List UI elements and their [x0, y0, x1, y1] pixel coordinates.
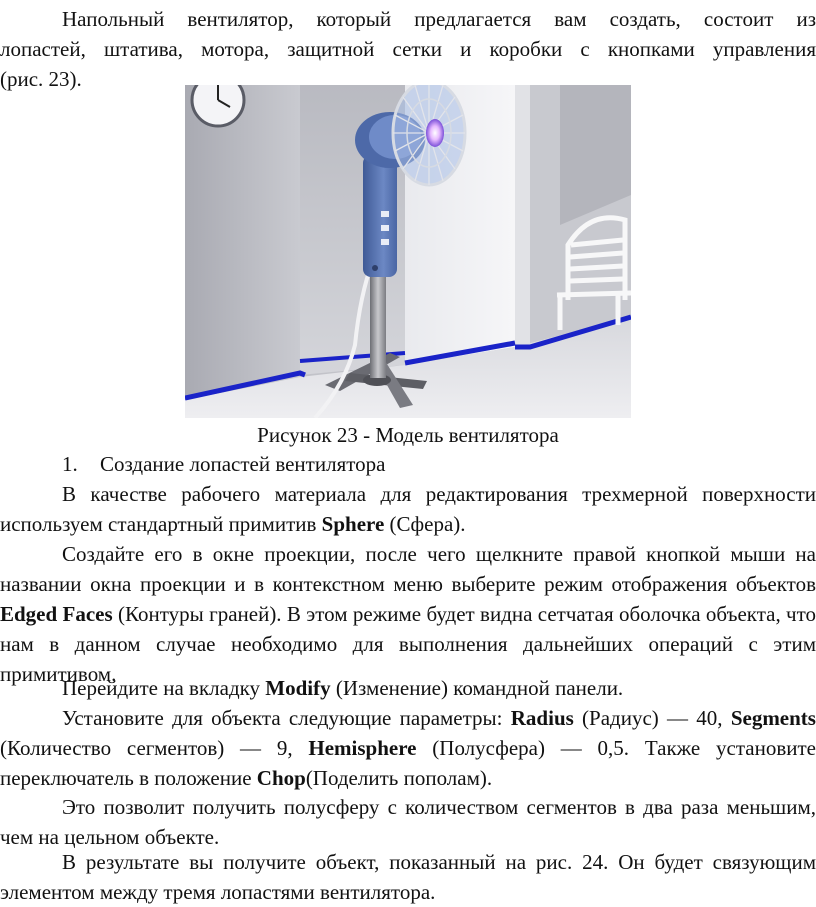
p3-text: Перейдите на вкладку [62, 676, 266, 700]
paragraph-modify [0, 673, 816, 703]
wall-clock [192, 85, 244, 126]
p4-t2: (Радиус) — 40, [573, 706, 731, 730]
p2-bold: Edged Faces [0, 602, 113, 626]
figure-caption: Рисунок 23 - Модель вентилятора [257, 423, 559, 447]
fan-guard [393, 85, 465, 185]
paragraph-hemisphere-result: Это позволит получить полусферу с количеством сегментов в два раза меньшим, чем на цельном объекте. [0, 795, 816, 849]
p4-t4: (Полусфера) — 0,5. Также установите переключатель в положение [0, 736, 816, 790]
fan-control-box [363, 155, 397, 277]
p1-bold: Sphere [321, 512, 385, 536]
section-title: Создание лопастей вентилятора [100, 452, 386, 476]
p2-text-after: (Контуры граней). В этом режиме будет видна сетчатая оболочка объекта, что нам в данном случае необходимо для выполнения дальнейших операций с этим примитивом. [0, 602, 816, 686]
intro-line-3: (рис. 23). [0, 67, 82, 91]
section-heading [62, 449, 385, 479]
section-number: 1. [62, 452, 78, 476]
paragraph-sphere [0, 479, 816, 539]
p4-hemisphere: Hemisphere [308, 736, 417, 760]
fan-model-figure [185, 85, 631, 418]
p3-bold: Modify [265, 676, 331, 700]
p4-t3: (Количество сегментов) — 9, [0, 736, 309, 760]
p4-chop: Chop [256, 766, 306, 790]
paragraph-result: В результате вы получите объект, показанный на рис. 24. Он будет связующим элементом между тремя лопастями вентилятора. [0, 850, 816, 904]
p4-radius: Radius [510, 706, 574, 730]
p4-segments: Segments [730, 706, 816, 730]
p4-t5: (Поделить пополам). [305, 766, 493, 790]
p1-text-after: (Сфера). [384, 512, 466, 536]
p3-text-after: (Изменение) командной панели. [330, 676, 624, 700]
paragraph-parameters [0, 703, 816, 793]
intro-line-1: Напольный вентилятор, который предлагается вам создать, состоит из [62, 7, 816, 31]
p1-text: В качестве рабочего материала для редактирования трехмерной поверхности используем стандартный примитив [0, 482, 816, 536]
fan-render-image [185, 85, 631, 418]
paragraph-edged-faces [0, 539, 816, 689]
p4-t1: Установите для объекта следующие параметры: [62, 706, 511, 730]
intro-line-2: лопастей, штатива, мотора, защитной сетки и коробки с кнопками управления [0, 37, 816, 61]
p2-text: Создайте его в окне проекции, после чего щелкните правой кнопкой мыши на названии окна проекции и в контекстном меню выберите режим отображения объектов [0, 542, 816, 596]
